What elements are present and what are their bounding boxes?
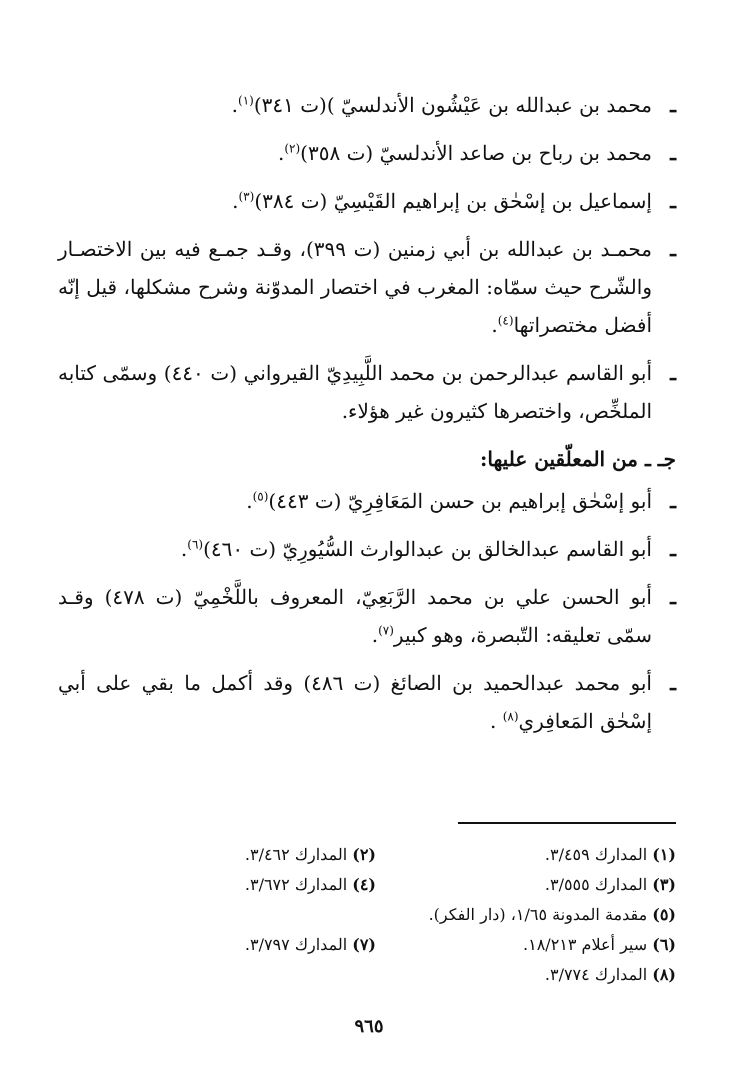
item-dash: ـ xyxy=(670,585,676,609)
footnote-text: المدارك ٣/٦٧٢. xyxy=(244,875,348,894)
footnote-ref[interactable]: (٣) xyxy=(238,189,255,204)
item-text: أبو القاسم عبدالرحمن بن محمد اللَّبِيدِيّ القيرواني (ت ٤٤٠) وسمّى كتابه الملخِّص، واختصرها كثيرون غير هؤلاء. xyxy=(58,361,653,423)
footnote-text: سير أعلام ١٨/٢١٣. xyxy=(523,935,648,954)
item-dash: ـ xyxy=(670,189,676,213)
footnote-ref[interactable]: (٧) xyxy=(378,623,394,638)
footnote-row xyxy=(58,930,676,960)
footnote-ref[interactable]: (٢) xyxy=(284,141,301,156)
footnote-ref[interactable]: (٦) xyxy=(187,537,204,552)
item-tail: . xyxy=(231,93,238,117)
footnote xyxy=(429,900,676,930)
item-dash: ـ xyxy=(670,537,676,561)
item-text: أبو الحسن علي بن محمد الرَّبَعِيّ، المعروف باللَّخْمِيّ (ت ٤٧٨) وقـد سمّى تعليقه: التّبصرة، وهو كبير xyxy=(58,585,652,647)
item-tail: . xyxy=(246,489,253,513)
footnote-ref[interactable]: (١) xyxy=(238,93,254,108)
footnote-number: (٣) xyxy=(652,875,676,894)
item-text: محمـد بن عبدالله بن أبي زمنين (ت ٣٩٩)، وقـد جمـع فيه بين الاختصـار والشّرح حيث سمّاه: المغرب في اختصار المدوّنة وشرح مشكلها، قيل إنّه أفضل مختصراتها xyxy=(58,237,652,337)
list-item xyxy=(58,182,676,220)
footnote-number: (٥) xyxy=(652,905,676,924)
footnote xyxy=(376,930,676,960)
item-dash: ـ xyxy=(670,141,676,165)
footnote-row xyxy=(58,840,676,870)
item-dash: ـ xyxy=(670,489,676,513)
footnote-text: المدارك ٣/٤٦٢. xyxy=(244,845,348,864)
footnote xyxy=(376,960,676,990)
footnote xyxy=(76,930,376,960)
item-dash: ـ xyxy=(670,361,676,385)
footnote-row xyxy=(58,900,676,930)
list-item xyxy=(58,664,676,740)
list-item xyxy=(58,134,676,172)
footnote-number: (٤) xyxy=(352,875,376,894)
footnote-number: (٧) xyxy=(352,935,376,954)
footnote xyxy=(76,870,376,900)
footnote-number: (١) xyxy=(652,845,676,864)
footnote-number: (٦) xyxy=(652,935,676,954)
footnote-number: (٨) xyxy=(652,965,676,984)
page-number: ٩٦٥ xyxy=(354,1016,384,1037)
list-item xyxy=(58,578,676,654)
footnote-text: المدارك ٣/٧٧٤. xyxy=(544,965,648,984)
item-tail: . xyxy=(371,623,379,647)
footnote-text: مقدمة المدونة ١/٦٥، (دار الفكر). xyxy=(428,905,648,924)
footnote xyxy=(76,840,376,870)
item-tail: . xyxy=(491,313,498,337)
footnote-row xyxy=(58,870,676,900)
footnote-row xyxy=(58,960,676,990)
list-item xyxy=(58,86,676,124)
item-text: محمد بن رباح بن صاعد الأندلسيّ (ت ٣٥٨) xyxy=(300,141,652,165)
footnotes xyxy=(58,840,676,990)
footnote-separator xyxy=(458,822,676,824)
list-item xyxy=(58,354,676,430)
footnote-number: (٢) xyxy=(352,845,376,864)
item-text: محمد بن عبدالله بن عَيْشُون الأندلسيّ )(ت ٣٤١) xyxy=(253,93,652,117)
list-item xyxy=(58,530,676,568)
footnote xyxy=(376,870,676,900)
item-tail: . xyxy=(180,537,188,561)
item-dash: ـ xyxy=(670,237,676,261)
footnote-ref[interactable]: (٨) xyxy=(502,709,519,724)
item-dash: ـ xyxy=(670,671,676,695)
list-item xyxy=(58,230,676,344)
item-tail: . xyxy=(232,189,239,213)
item-tail: . xyxy=(277,141,285,165)
footnote-ref[interactable]: (٤) xyxy=(497,313,514,328)
list-item xyxy=(58,482,676,520)
footnote-text: المدارك ٣/٥٥٥. xyxy=(544,875,648,894)
section-subheading: جـ ـ من المعلّقين عليها: xyxy=(479,447,676,471)
item-text: أبو القاسم عبدالخالق بن عبدالوارث السُّيُورِيّ (ت ٤٦٠) xyxy=(203,537,652,561)
footnote xyxy=(376,840,676,870)
item-dash: ـ xyxy=(670,93,676,117)
item-tail: . xyxy=(489,709,503,733)
item-text: إسماعيل بن إسْحٰق بن إبراهيم القَيْسِيّ (ت ٣٨٤) xyxy=(254,189,652,213)
footnote-text: المدارك ٣/٧٩٧. xyxy=(244,935,348,954)
item-text: أبو محمد عبدالحميد بن الصائغ (ت ٤٨٦) وقد أكمل ما بقي على أبي إسْحٰق المَعافِري xyxy=(58,671,652,733)
entries-list xyxy=(58,86,676,750)
footnote-ref[interactable]: (٥) xyxy=(252,489,269,504)
footnote-text: المدارك ٣/٤٥٩. xyxy=(544,845,648,864)
item-text: أبو إسْحٰق إبراهيم بن حسن المَعَافِرِيّ (ت ٤٤٣) xyxy=(268,489,652,513)
